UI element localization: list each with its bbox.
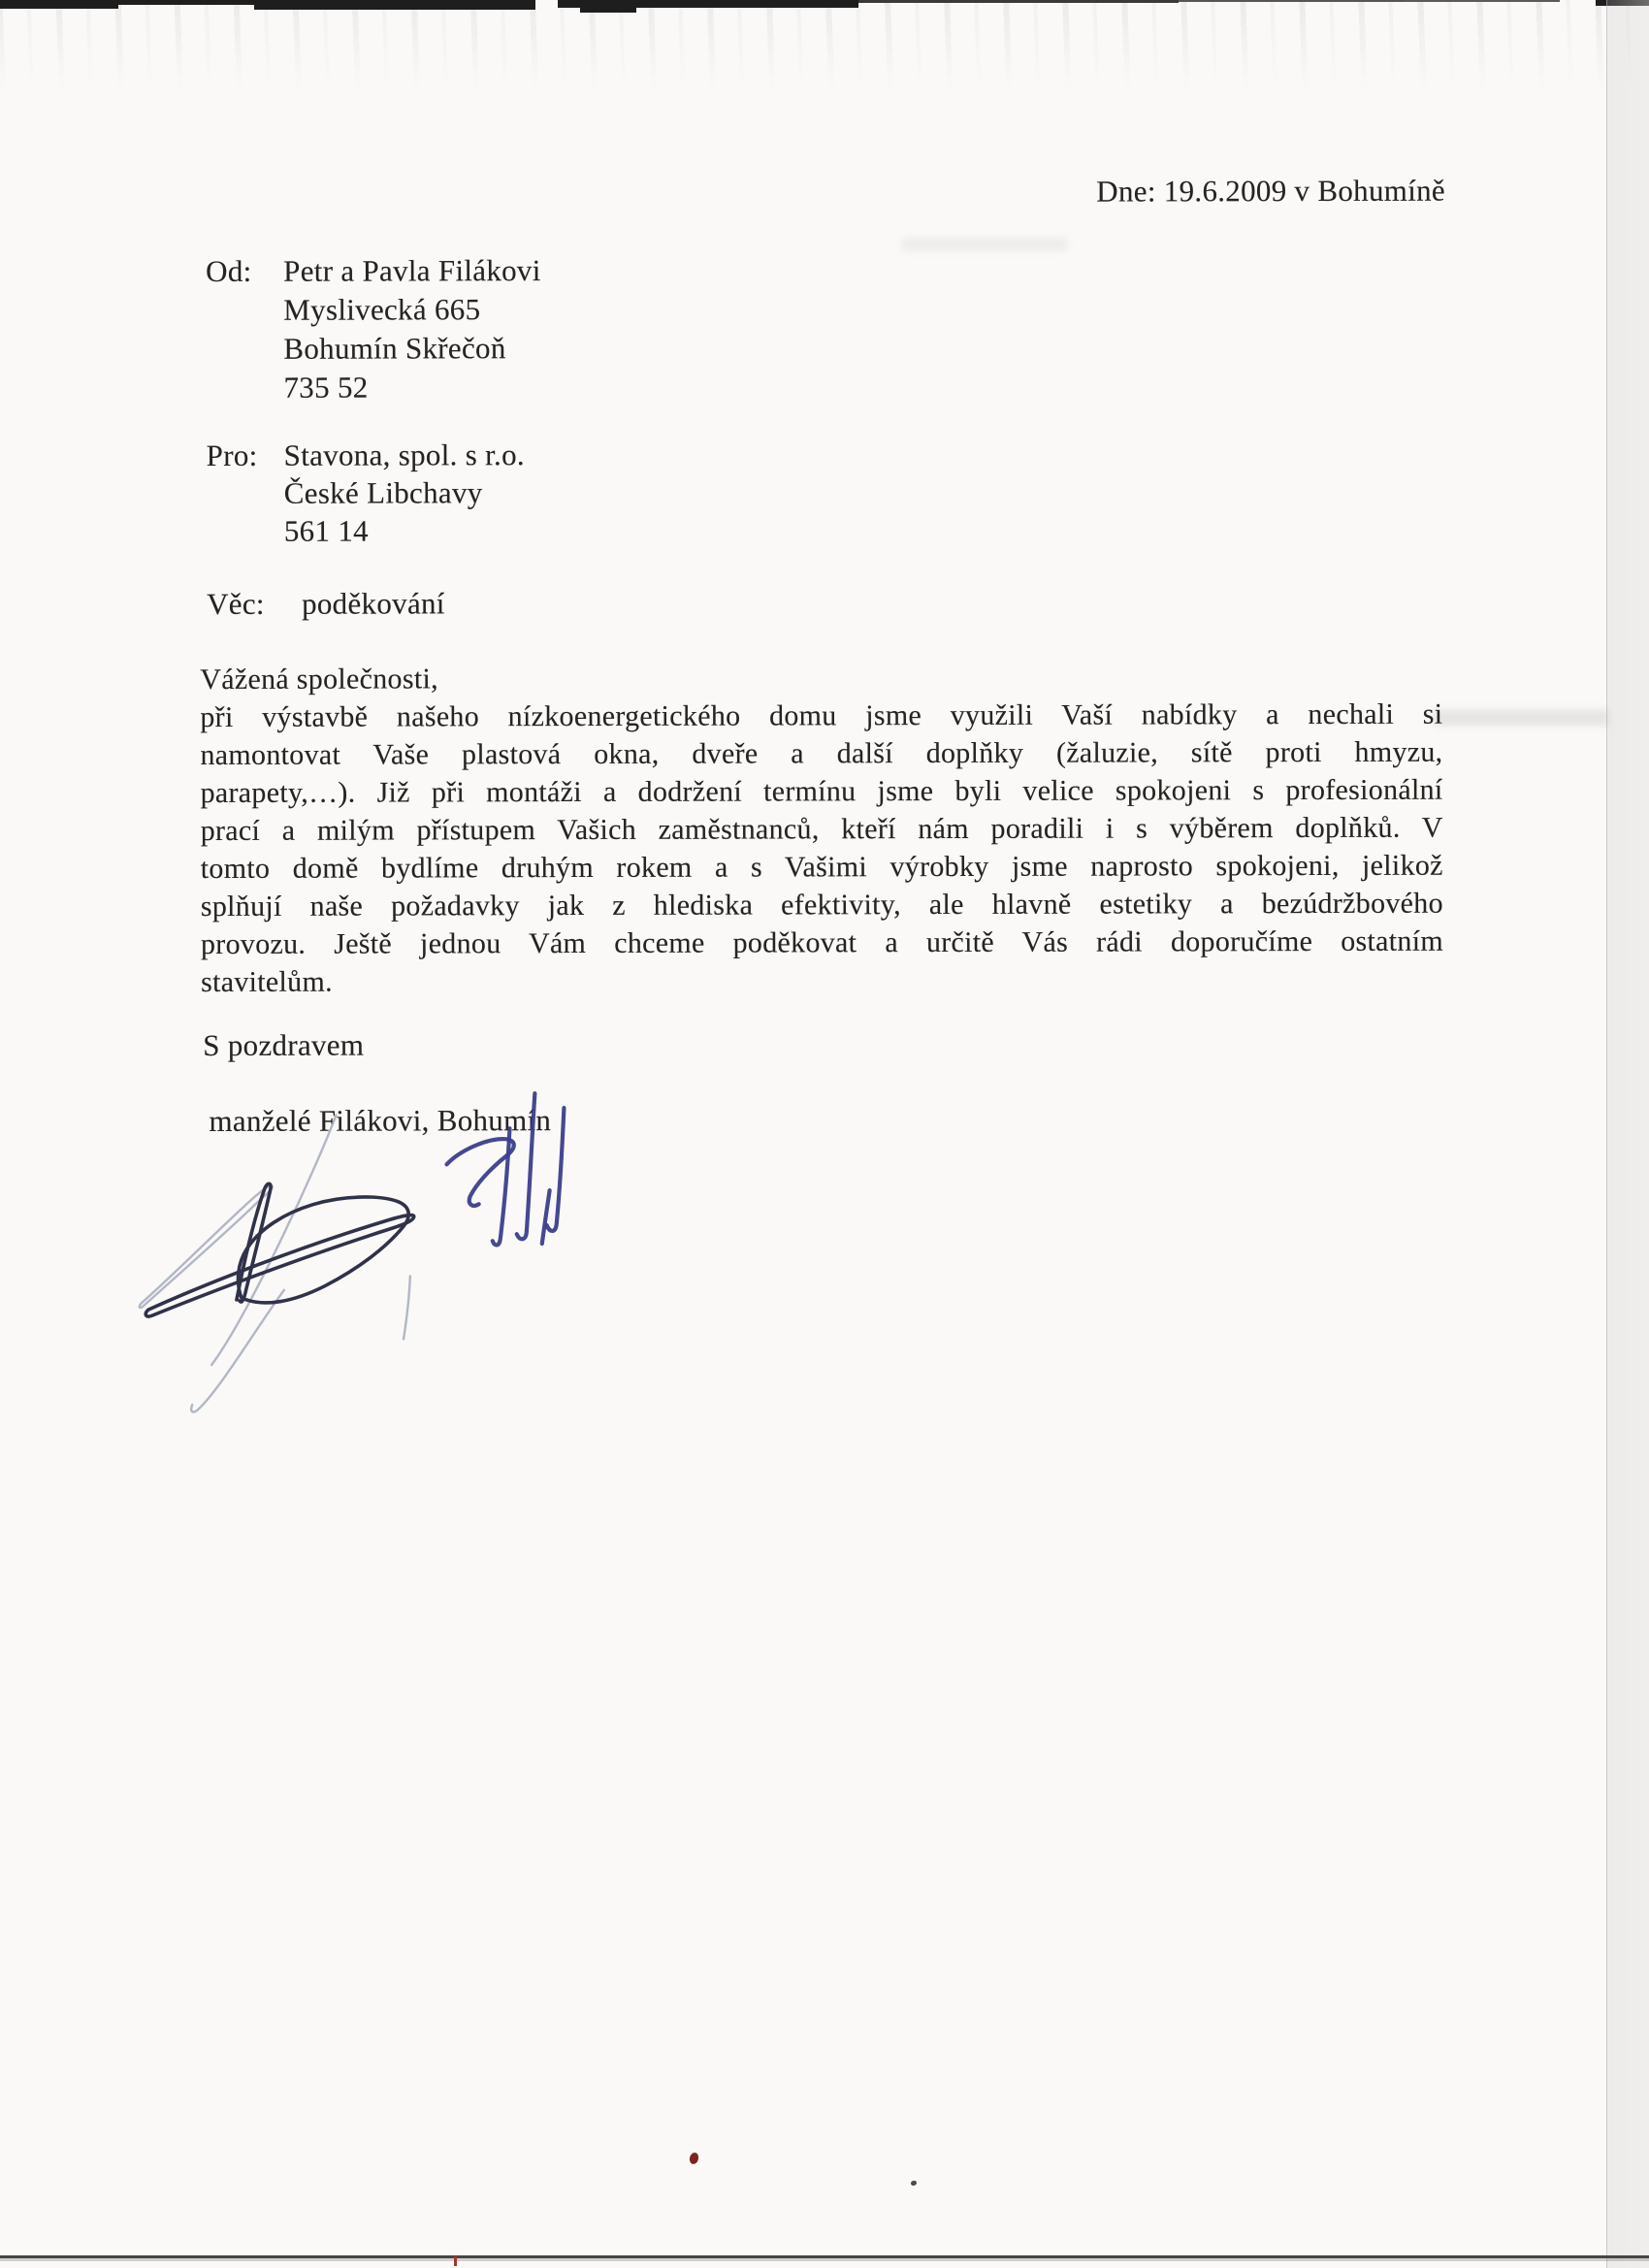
signature-faint-stroke [139,1185,273,1308]
signature-faint-stroke [210,1116,337,1365]
from-label: Od: [206,253,252,288]
body-line: splňují naše požadavky jak z hlediska efektivity, ale hlavně estetiky a bezúdržbového [200,887,1443,923]
from-address-line: Petr a Pavla Filákovi [283,253,541,288]
signature-blue-stroke [446,1139,513,1206]
subject-text: poděkování [302,586,445,621]
closing-salutation: S pozdravem [203,1027,365,1063]
from-address-line: 735 52 [283,370,369,405]
signature-dark-stroke [146,1215,414,1316]
to-address-line: 561 14 [283,513,369,548]
body-line: při výstavbě našeho nízkoenergetického domu jsme využili Vaší nabídky a nechali si [200,697,1443,734]
letter-body [200,658,1443,1001]
from-address-line: Bohumín Skřečoň [283,331,506,366]
from-address-line: Myslivecká 665 [283,292,481,327]
subject-block [207,584,445,624]
to-address-line: České Libchavy [283,475,483,510]
body-line: namontovat Vaše plastová okna, dveře a další doplňky (žaluzie, sítě proti hmyzu, [200,735,1443,772]
signature-blue-stroke [542,1190,550,1244]
signature-faint-stroke [404,1276,410,1339]
to-address-line: Stavona, spol. s r.o. [283,437,525,472]
body-line: provozu. Ještě jednou Vám chceme poděkovat a určitě Vás rádi doporučíme ostatním [200,924,1444,961]
signature-dark-stroke [238,1197,408,1303]
to-block [207,436,526,550]
body-line: tomto domě bydlíme druhým rokem a s Vašimi výrobky jsme naprosto spokojeni, jelikož [200,849,1443,886]
signature-caption: manželé Filákovi, Bohumín [209,1103,552,1138]
signature-faint-stroke [191,1290,284,1412]
from-block [206,251,541,407]
signature-blue-stroke [492,1128,509,1245]
salutation: Vážená společnosti, [200,663,438,697]
body-line: stavitelům. [201,965,333,999]
body-line: parapety,…). Již při montáži a dodržení termínu jsme byli velice spokojeni s profesionální [200,773,1443,810]
to-label: Pro: [206,437,258,472]
subject-label: Věc: [207,586,265,621]
scan-bottom-edge-shadow [0,2258,1649,2261]
signature-dark-stroke [237,1183,272,1302]
date-line: Dne: 19.6.2009 v Bohumíně [1096,173,1445,209]
body-line: prací a milým přístupem Vašich zaměstnanců, kteří nám poradili i s výběrem doplňků. V [200,811,1443,848]
red-bottom-mark [454,2256,457,2266]
